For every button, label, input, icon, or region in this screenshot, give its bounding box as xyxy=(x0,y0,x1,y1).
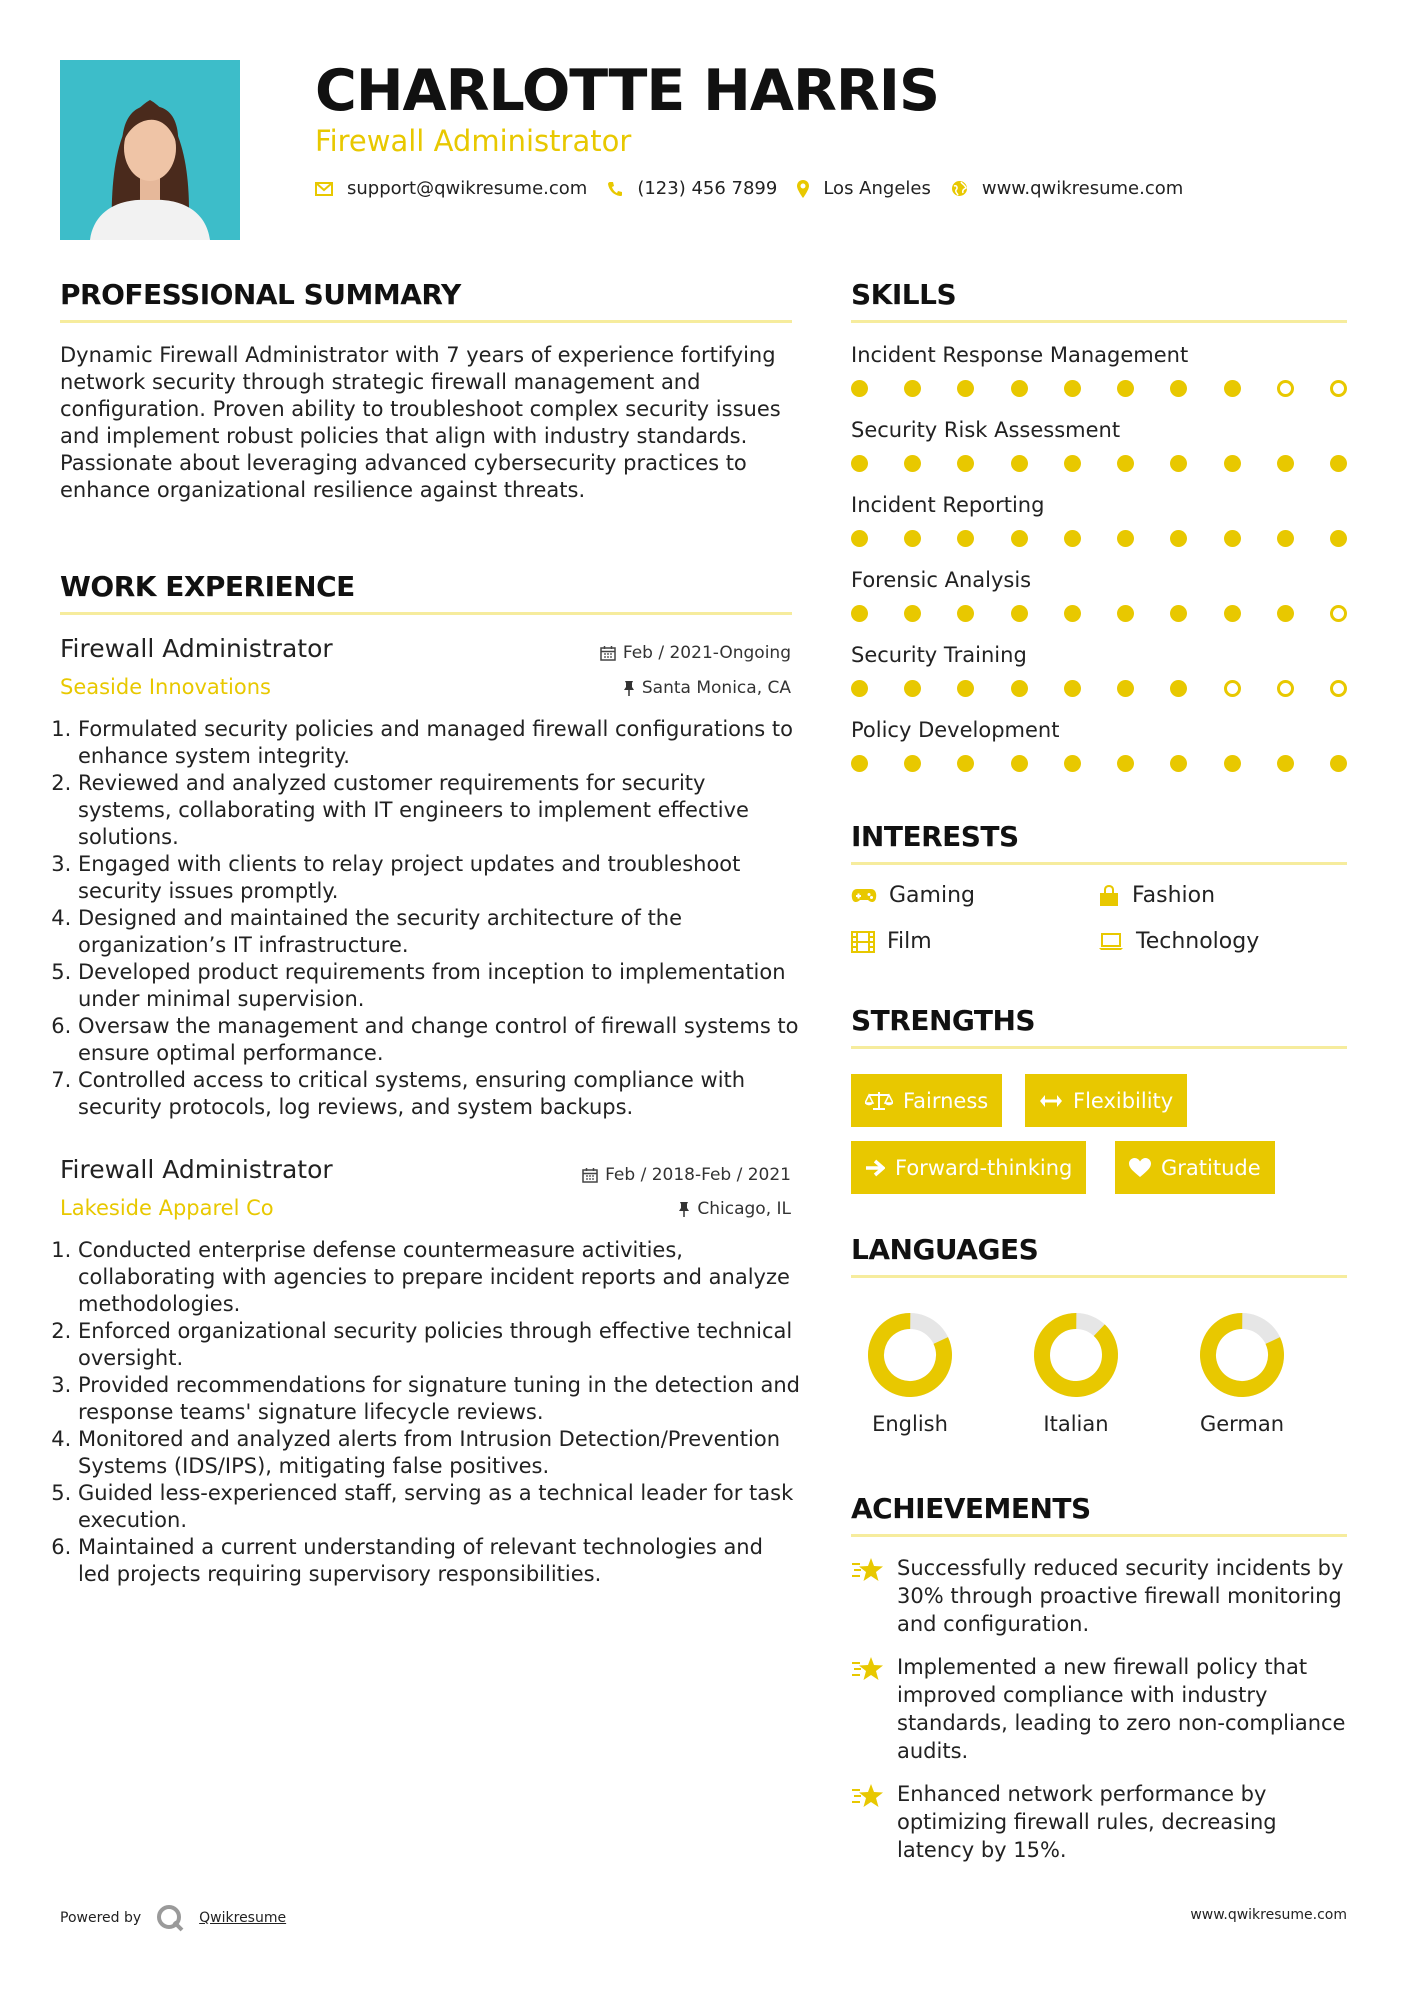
strength-label: Forward-thinking xyxy=(895,1155,1073,1180)
rating-dot-filled xyxy=(1170,530,1187,547)
list-item: 1. Formulated security policies and managed firewall configurations to enhance system integrity. xyxy=(78,716,800,770)
skill-item xyxy=(851,343,1347,397)
rating-dot-filled xyxy=(904,680,921,697)
rating-dot-filled xyxy=(1011,605,1028,622)
qwikresume-logo-icon xyxy=(155,1903,185,1933)
rating-dot-filled xyxy=(904,605,921,622)
experience-heading: WORK EXPERIENCE xyxy=(60,570,355,603)
rating-dot-filled xyxy=(957,680,974,697)
skill-rating xyxy=(851,680,1347,697)
rating-dot-filled xyxy=(1064,380,1081,397)
job-company: Lakeside Apparel Co xyxy=(60,1196,274,1220)
rating-dot-filled xyxy=(851,455,868,472)
list-item: 2. Enforced organizational security policies through effective technical oversight. xyxy=(78,1318,800,1372)
skill-rating xyxy=(851,380,1347,397)
list-item: 3. Engaged with clients to relay project updates and troubleshoot security issues promptly. xyxy=(78,851,800,905)
rating-dot-filled xyxy=(1011,530,1028,547)
star-icon xyxy=(851,1780,897,1864)
rating-dot-filled xyxy=(1064,530,1081,547)
achievement-item xyxy=(851,1780,1351,1864)
calendar-icon xyxy=(600,645,616,661)
language-label: German xyxy=(1199,1412,1285,1436)
interests-divider xyxy=(851,862,1347,865)
rating-dot-filled xyxy=(1277,455,1294,472)
strength-label: Fairness xyxy=(903,1088,989,1113)
list-item: 4. Monitored and analyzed alerts from Intrusion Detection/Prevention Systems (IDS/IPS), mitigating false positives. xyxy=(78,1426,800,1480)
languages-heading: LANGUAGES xyxy=(851,1233,1039,1266)
list-item: 2. Reviewed and analyzed customer requirements for security systems, collaborating with IT engineers to implement effective solutions. xyxy=(78,770,800,851)
rating-dot-filled xyxy=(1277,755,1294,772)
person-silhouette-icon xyxy=(60,60,240,240)
rating-dot-empty xyxy=(1330,380,1347,397)
rating-dot-filled xyxy=(1064,605,1081,622)
languages-divider xyxy=(851,1275,1347,1278)
phone-icon xyxy=(607,181,623,197)
bullet-list xyxy=(60,1237,800,1588)
strength-tag xyxy=(1115,1141,1275,1194)
pushpin-icon xyxy=(678,1201,690,1217)
list-item: 3. Provided recommendations for signature tuning in the detection and response teams' signature lifecycle reviews. xyxy=(78,1372,800,1426)
rating-dot-filled xyxy=(904,380,921,397)
interest-label: Fashion xyxy=(1132,883,1216,908)
interest-item xyxy=(851,883,975,908)
list-item: 5. Guided less-experienced staff, serving as a technical leader for task execution. xyxy=(78,1480,800,1534)
skill-rating xyxy=(851,455,1347,472)
skill-name: Policy Development xyxy=(851,718,1060,742)
rating-dot-filled xyxy=(1011,680,1028,697)
list-item: 6. Oversaw the management and change control of firewall systems to ensure optimal performance. xyxy=(78,1013,800,1067)
rating-dot-filled xyxy=(851,680,868,697)
skill-rating xyxy=(851,755,1347,772)
star-icon xyxy=(851,1554,897,1638)
contact-phone[interactable] xyxy=(607,178,777,199)
job-company: Seaside Innovations xyxy=(60,675,271,699)
globe-icon xyxy=(951,180,968,197)
rating-dot-filled xyxy=(1117,455,1134,472)
shopping-bag-icon xyxy=(1098,885,1120,907)
strengths-divider xyxy=(851,1046,1347,1049)
rating-dot-empty xyxy=(1330,605,1347,622)
profile-photo xyxy=(60,60,240,240)
language-ring xyxy=(850,1310,970,1400)
candidate-title: Firewall Administrator xyxy=(315,124,632,158)
calendar-icon xyxy=(582,1167,598,1183)
contact-phone-text: (123) 456 7899 xyxy=(637,178,778,199)
star-icon xyxy=(851,1653,897,1765)
rating-dot-filled xyxy=(1064,455,1081,472)
rating-dot-filled xyxy=(957,530,974,547)
rating-dot-filled xyxy=(1224,530,1241,547)
job-dates xyxy=(582,1165,791,1185)
rating-dot-filled xyxy=(1330,530,1347,547)
list-item: 5. Developed product requirements from inception to implementation under minimal supervision. xyxy=(78,959,800,1013)
skill-item xyxy=(851,643,1347,697)
list-item: 1. Conducted enterprise defense countermeasure activities, collaborating with agencies to prepare incident reports and analyze methodologies. xyxy=(78,1237,800,1318)
rating-dot-filled xyxy=(851,755,868,772)
job-location xyxy=(678,1199,791,1219)
rating-dot-filled xyxy=(1064,680,1081,697)
rating-dot-filled xyxy=(957,380,974,397)
skill-item xyxy=(851,418,1347,472)
rating-dot-filled xyxy=(1117,755,1134,772)
achievements-divider xyxy=(851,1534,1347,1537)
arrow-right-icon xyxy=(865,1159,885,1177)
job-location xyxy=(623,678,791,698)
rating-dot-filled xyxy=(1277,605,1294,622)
candidate-name: CHARLOTTE HARRIS xyxy=(315,58,939,124)
job-responsibilities xyxy=(60,716,800,1121)
rating-dot-filled xyxy=(1170,755,1187,772)
contact-location-text: Los Angeles xyxy=(823,178,931,199)
rating-dot-empty xyxy=(1277,380,1294,397)
rating-dot-filled xyxy=(957,455,974,472)
rating-dot-filled xyxy=(1224,605,1241,622)
rating-dot-filled xyxy=(1170,380,1187,397)
skill-name: Incident Reporting xyxy=(851,493,1045,517)
rating-dot-filled xyxy=(1330,455,1347,472)
skill-rating xyxy=(851,605,1347,622)
rating-dot-filled xyxy=(1011,455,1028,472)
achievement-item xyxy=(851,1554,1351,1638)
experience-divider xyxy=(60,612,792,615)
job-responsibilities xyxy=(60,1237,800,1588)
language-label: English xyxy=(872,1412,948,1436)
rating-dot-empty xyxy=(1330,680,1347,697)
ring-proficiency-arc xyxy=(865,1310,955,1400)
strength-label: Gratitude xyxy=(1161,1155,1261,1180)
interest-item xyxy=(1098,929,1259,954)
rating-dot-filled xyxy=(904,455,921,472)
achievement-text: Enhanced network performance by optimizing firewall rules, decreasing latency by 15%. xyxy=(897,1782,1277,1862)
strength-tag xyxy=(851,1141,1086,1194)
rating-dot-filled xyxy=(1277,530,1294,547)
rating-dot-filled xyxy=(851,605,868,622)
skills-heading: SKILLS xyxy=(851,278,957,311)
qwikresume-link[interactable]: Qwikresume xyxy=(199,1910,287,1926)
rating-dot-empty xyxy=(1224,680,1241,697)
interest-item xyxy=(1098,883,1215,908)
job-dates-text: Feb / 2018-Feb / 2021 xyxy=(605,1165,791,1185)
list-item: 4. Designed and maintained the security architecture of the organization’s IT infrastructure. xyxy=(78,905,800,959)
achievements-heading: ACHIEVEMENTS xyxy=(851,1492,1091,1525)
language-item xyxy=(850,1310,970,1436)
contact-website[interactable] xyxy=(951,178,1183,199)
skill-item xyxy=(851,568,1347,622)
rating-dot-filled xyxy=(1224,755,1241,772)
rating-dot-filled xyxy=(1224,380,1241,397)
rating-dot-filled xyxy=(1064,755,1081,772)
rating-dot-filled xyxy=(957,755,974,772)
contact-location xyxy=(797,178,931,199)
interest-label: Technology xyxy=(1136,929,1260,954)
ring-proficiency-arc xyxy=(1028,1310,1124,1400)
heart-icon xyxy=(1129,1158,1151,1178)
rating-dot-filled xyxy=(1117,380,1134,397)
powered-by-text: Powered by xyxy=(60,1910,142,1926)
contact-website-text: www.qwikresume.com xyxy=(981,178,1184,199)
skill-name: Incident Response Management xyxy=(851,343,1189,367)
rating-dot-filled xyxy=(1330,755,1347,772)
language-ring xyxy=(1182,1310,1302,1400)
summary-text: Dynamic Firewall Administrator with 7 years of experience fortifying network security through strategic firewall management and configuration. Proven ability to troubleshoot complex security issues and implement robust policies that align with industry standards. Passionate about leveraging advanced cybersecurity practices to enhance organizational resilience against threats. xyxy=(60,343,781,502)
balance-scale-icon xyxy=(865,1091,893,1111)
contact-email-text: support@qwikresume.com xyxy=(347,178,588,199)
footer-website[interactable]: www.qwikresume.com xyxy=(1190,1907,1347,1923)
list-item: 7. Controlled access to critical systems, ensuring compliance with security protocols, log reviews, and system backups. xyxy=(78,1067,800,1121)
interest-label: Film xyxy=(887,929,932,954)
language-label: Italian xyxy=(1043,1412,1109,1436)
rating-dot-filled xyxy=(1117,530,1134,547)
skill-item xyxy=(851,718,1347,772)
achievement-text: Implemented a new firewall policy that improved compliance with industry standards, leading to zero non-compliance audits. xyxy=(897,1655,1346,1763)
rating-dot-filled xyxy=(904,530,921,547)
job-title: Firewall Administrator xyxy=(60,1155,333,1184)
rating-dot-filled xyxy=(1117,680,1134,697)
bullet-list xyxy=(60,716,800,1121)
skill-rating xyxy=(851,530,1347,547)
strengths-heading: STRENGTHS xyxy=(851,1004,1036,1037)
skill-item xyxy=(851,493,1347,547)
rating-dot-filled xyxy=(1170,455,1187,472)
job-dates-text: Feb / 2021-Ongoing xyxy=(622,643,791,663)
job-title: Firewall Administrator xyxy=(60,634,333,663)
gamepad-icon xyxy=(851,888,877,904)
rating-dot-filled xyxy=(957,605,974,622)
contact-bar xyxy=(315,178,1203,199)
summary-heading: PROFESSIONAL SUMMARY xyxy=(60,278,461,311)
envelope-icon xyxy=(315,182,333,196)
rating-dot-filled xyxy=(1170,605,1187,622)
footer-brand xyxy=(60,1903,286,1933)
rating-dot-filled xyxy=(904,755,921,772)
rating-dot-filled xyxy=(1011,755,1028,772)
rating-dot-empty xyxy=(1277,680,1294,697)
strength-tag xyxy=(1025,1074,1187,1127)
strength-label: Flexibility xyxy=(1073,1088,1174,1113)
strength-tag xyxy=(851,1074,1002,1127)
achievement-text: Successfully reduced security incidents by 30% through proactive firewall monitoring and configuration. xyxy=(897,1556,1344,1636)
interests-heading: INTERESTS xyxy=(851,820,1019,853)
rating-dot-filled xyxy=(1170,680,1187,697)
rating-dot-filled xyxy=(851,530,868,547)
interest-item xyxy=(851,929,932,954)
contact-email[interactable] xyxy=(315,178,587,199)
ring-proficiency-arc xyxy=(1197,1310,1287,1400)
job-dates xyxy=(600,643,791,663)
interest-label: Gaming xyxy=(889,883,975,908)
rating-dot-filled xyxy=(851,380,868,397)
job-location-text: Santa Monica, CA xyxy=(641,678,791,698)
skill-name: Security Risk Assessment xyxy=(851,418,1121,442)
rating-dot-filled xyxy=(1011,380,1028,397)
language-ring xyxy=(1016,1310,1136,1400)
list-item: 6. Maintained a current understanding of relevant technologies and led projects requiring supervisory responsibilities. xyxy=(78,1534,800,1588)
skill-name: Security Training xyxy=(851,643,1027,667)
language-item xyxy=(1016,1310,1136,1436)
laptop-icon xyxy=(1098,933,1124,951)
rating-dot-filled xyxy=(1224,455,1241,472)
achievement-item xyxy=(851,1653,1351,1765)
language-item xyxy=(1182,1310,1302,1436)
skill-name: Forensic Analysis xyxy=(851,568,1032,592)
summary-divider xyxy=(60,320,792,323)
rating-dot-filled xyxy=(1117,605,1134,622)
job-location-text: Chicago, IL xyxy=(697,1199,791,1219)
map-pin-icon xyxy=(797,180,809,198)
arrows-horizontal-icon xyxy=(1039,1094,1063,1108)
film-icon xyxy=(851,931,875,953)
skills-divider xyxy=(851,320,1347,323)
pushpin-icon xyxy=(623,680,635,696)
